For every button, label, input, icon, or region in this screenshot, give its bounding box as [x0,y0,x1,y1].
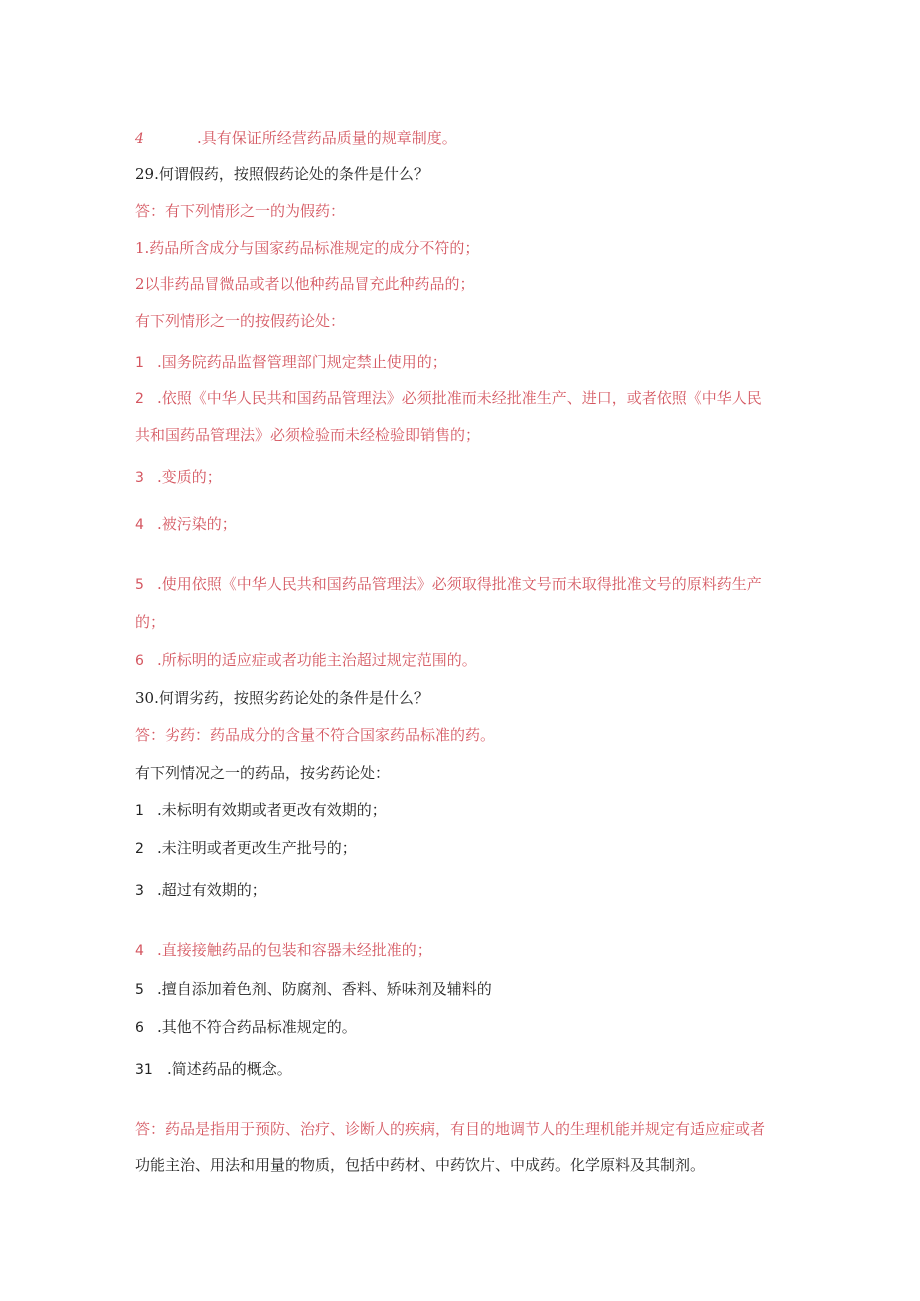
question-text: .简述药品的概念。 [167,1060,292,1078]
item-number: 31 [135,1062,153,1078]
answer-intro [135,201,345,221]
item-number: 6 [135,653,144,669]
item-number: 4 [135,943,144,959]
answer-text-line: 答：药品是指用于预防、治疗、诊断人的疾病，有目的地调节人的生理机能并规定有适应症或者 [135,1120,766,1138]
item-text: 1.药品所含成分与国家药品标准规定的成分不符的； [135,239,480,257]
item-number: 4 [135,517,144,533]
list-item [135,352,447,373]
item-number: 3 [135,470,144,486]
item-number: 4 [135,131,144,147]
item-text: .其他不符合药品标准规定的。 [157,1018,357,1036]
item-number: 2 [135,841,144,857]
item-text: 2以非药品冒微品或者以他种药品冒充此种药品的； [135,275,475,293]
item-number: 3 [135,883,144,899]
item-text: .变质的； [157,468,222,486]
item-text: .依照《中华人民共和国药品管理法》必须批准而未经批准生产、进口，或者依照《中华人民 [157,389,762,407]
item-text: .具有保证所经营药品质量的规章制度。 [197,129,457,147]
question-text: 29.何谓假药，按照假药论处的条件是什么？ [135,165,429,183]
list-item-continuation [135,612,165,632]
item-text: .直接接触药品的包装和容器未经批准的； [157,941,432,959]
item-number: 2 [135,391,144,407]
item-text: .所标明的适应症或者功能主治超过规定范围的。 [157,651,477,669]
list-item-continuation [135,425,480,445]
list-item [135,238,479,258]
list-item [135,128,457,149]
item-text: 共和国药品管理法》必须检验而未经检验即销售的； [135,426,481,444]
list-item [135,880,267,901]
answer-intro [135,725,495,745]
item-number: 6 [135,1020,144,1036]
list-item [135,650,477,671]
list-item [135,1017,357,1038]
list-item [135,979,492,1000]
list-item [135,467,222,488]
list-item [135,388,762,409]
list-item [135,274,475,294]
section-intro [135,763,390,783]
answer-text: 答：劣药：药品成分的含量不符合国家药品标准的药。 [135,726,496,744]
question-heading [135,688,429,708]
question-heading [135,164,429,184]
section-intro [135,311,345,331]
answer-text [135,1119,765,1139]
item-text: .未注明或者更改生产批号的； [157,839,357,857]
item-text: .超过有效期的； [157,881,267,899]
item-text: 有下列情形之一的按假药论处： [135,312,346,330]
item-text: 的； [135,613,166,631]
item-number: 1 [135,803,144,819]
item-text: .未标明有效期或者更改有效期的； [157,801,387,819]
list-item [135,940,432,961]
list-item [135,574,762,595]
item-text: .擅自添加着色剂、防腐剂、香料、矫味剂及辅料的 [157,980,492,998]
list-item [135,800,387,821]
item-text: .国务院药品监督管理部门规定禁止使用的； [157,353,447,371]
item-text: 有下列情况之一的药品，按劣药论处： [135,764,391,782]
item-number: 1 [135,355,144,371]
item-text: .使用依照《中华人民共和国药品管理法》必须取得批准文号而未取得批准文号的原料药生产 [157,575,762,593]
question-heading [135,1059,292,1080]
answer-text-line: 功能主治、用法和用量的物质，包括中药材、中药饮片、中成药。化学原料及其制剂。 [135,1156,706,1174]
answer-text [135,1155,705,1175]
item-number: 5 [135,577,144,593]
list-item [135,514,237,535]
question-text: 30.何谓劣药，按照劣药论处的条件是什么？ [135,689,429,707]
answer-text: 答：有下列情形之一的为假药： [135,202,346,220]
list-item [135,838,357,859]
item-number: 5 [135,982,144,998]
item-text: .被污染的； [157,515,237,533]
